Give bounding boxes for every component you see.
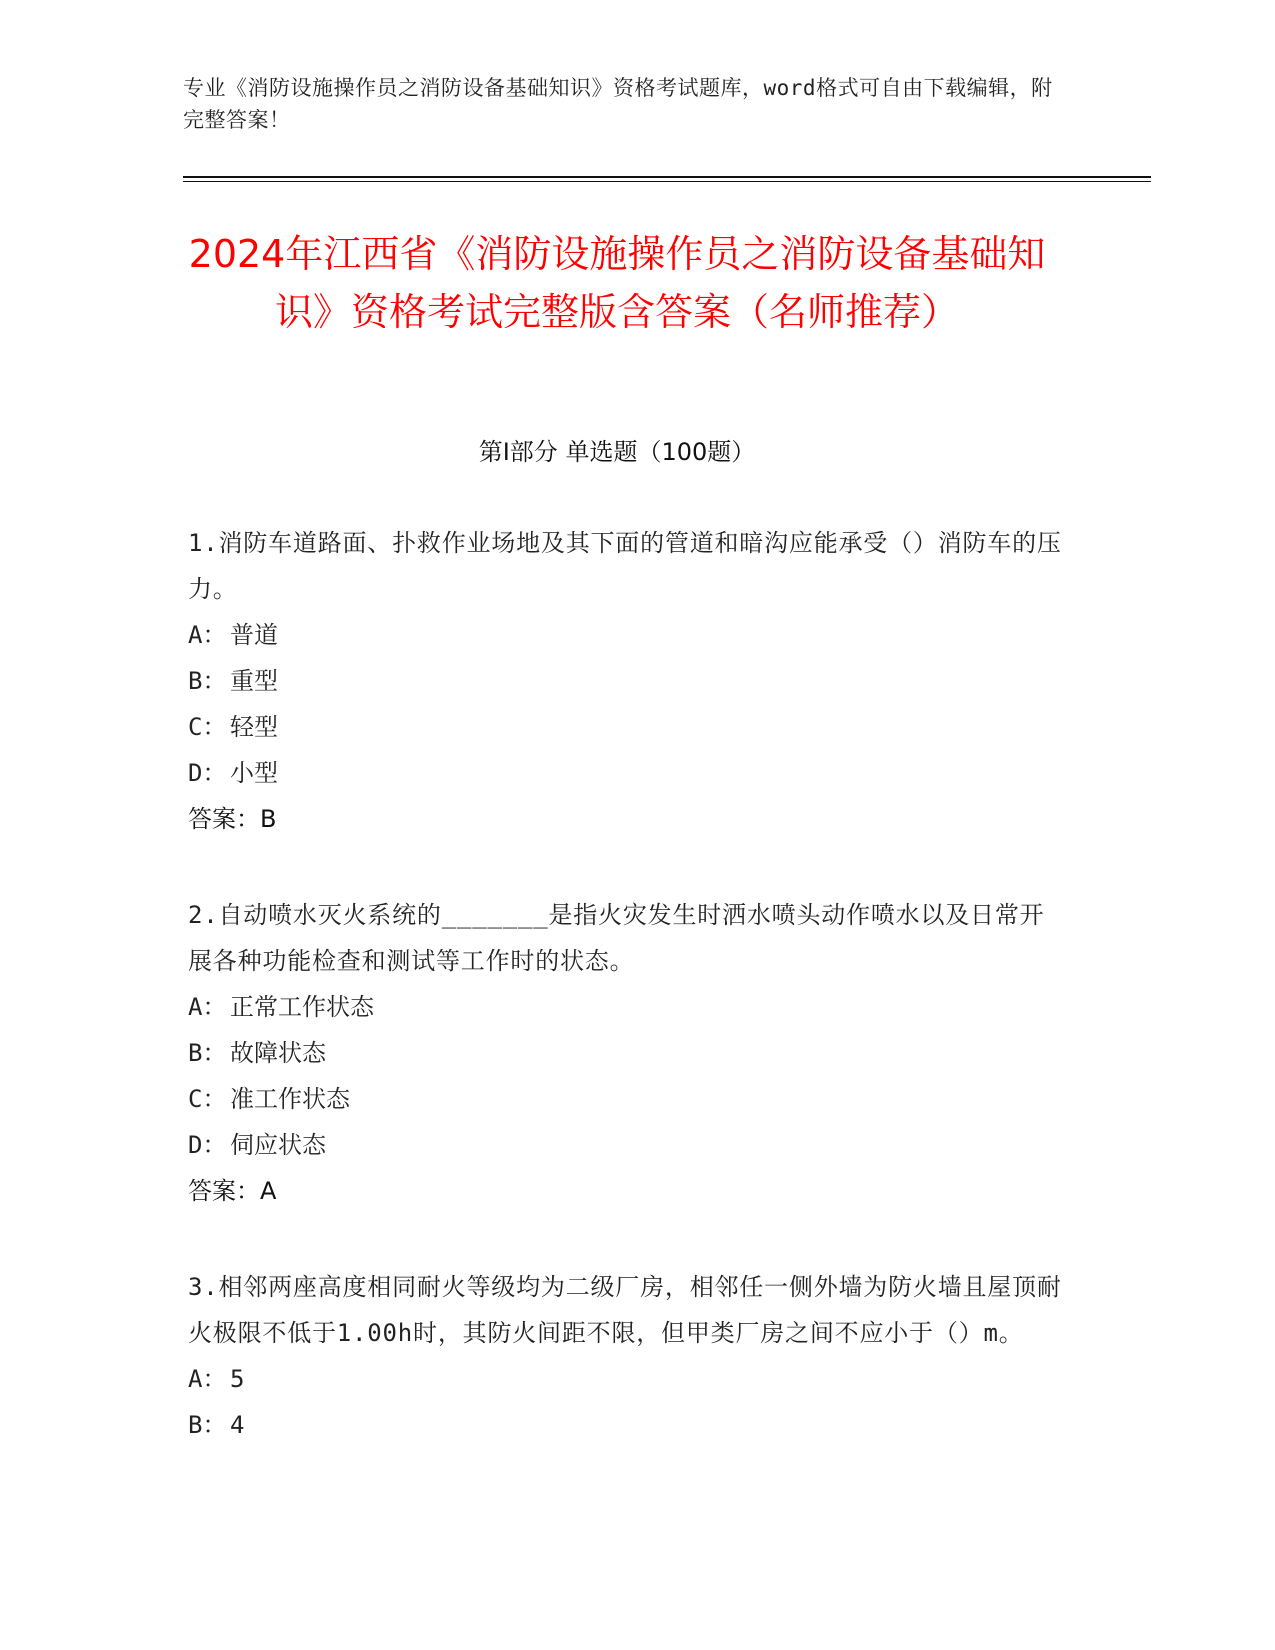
option-text: 4	[230, 1411, 245, 1439]
question-stem: 2.自动喷水灭火系统的_______是指火灾发生时洒水喷头动作喷水以及日常开展各种功能检查和测试等工作时的状态。	[188, 901, 1045, 975]
option-b	[188, 1402, 1068, 1448]
option-key: B：	[188, 1039, 227, 1067]
option-key: D：	[188, 759, 227, 787]
option-text: 小型	[230, 759, 278, 787]
header-note: 专业《消防设施操作员之消防设备基础知识》资格考试题库，word格式可自由下载编辑，附完整答案！	[183, 76, 1053, 132]
option-key: B：	[188, 667, 227, 695]
option-b	[188, 658, 1068, 704]
option-key: C：	[188, 713, 227, 741]
question-1	[188, 520, 1068, 842]
option-text: 伺应状态	[230, 1131, 326, 1159]
option-text: 准工作状态	[230, 1085, 350, 1113]
option-a	[188, 1356, 1068, 1402]
option-a	[188, 984, 1068, 1030]
section-heading: 第Ⅰ部分 单选题（100题）	[478, 438, 756, 466]
header-rule-thick	[183, 176, 1151, 178]
header-rule-thin	[183, 181, 1151, 182]
option-d	[188, 750, 1068, 796]
option-key: A：	[188, 621, 227, 649]
option-text: 重型	[230, 667, 278, 695]
option-a	[188, 612, 1068, 658]
option-b	[188, 1030, 1068, 1076]
option-text: 故障状态	[230, 1039, 326, 1067]
option-key: A：	[188, 993, 227, 1021]
option-key: D：	[188, 1131, 227, 1159]
option-text: 轻型	[230, 713, 278, 741]
option-text: 正常工作状态	[230, 993, 374, 1021]
option-text: 普道	[230, 621, 278, 649]
option-text: 5	[230, 1365, 245, 1393]
document-title: 2024年江西省《消防设施操作员之消防设备基础知识》资格考试完整版含答案（名师推荐）	[188, 232, 1046, 334]
option-key: A：	[188, 1365, 227, 1393]
option-c	[188, 1076, 1068, 1122]
option-key: B：	[188, 1411, 227, 1439]
question-3	[188, 1264, 1068, 1448]
question-stem: 1.消防车道路面、扑救作业场地及其下面的管道和暗沟应能承受（）消防车的压力。	[188, 529, 1062, 603]
answer: 答案：A	[188, 1177, 277, 1205]
question-list	[188, 520, 1068, 1498]
option-key: C：	[188, 1085, 227, 1113]
question-2	[188, 892, 1068, 1214]
question-stem: 3.相邻两座高度相同耐火等级均为二级厂房，相邻任一侧外墙为防火墙且屋顶耐火极限不低于1.00h时，其防火间距不限，但甲类厂房之间不应小于（）m。	[188, 1273, 1062, 1347]
option-d	[188, 1122, 1068, 1168]
answer: 答案：B	[188, 805, 277, 833]
option-c	[188, 704, 1068, 750]
